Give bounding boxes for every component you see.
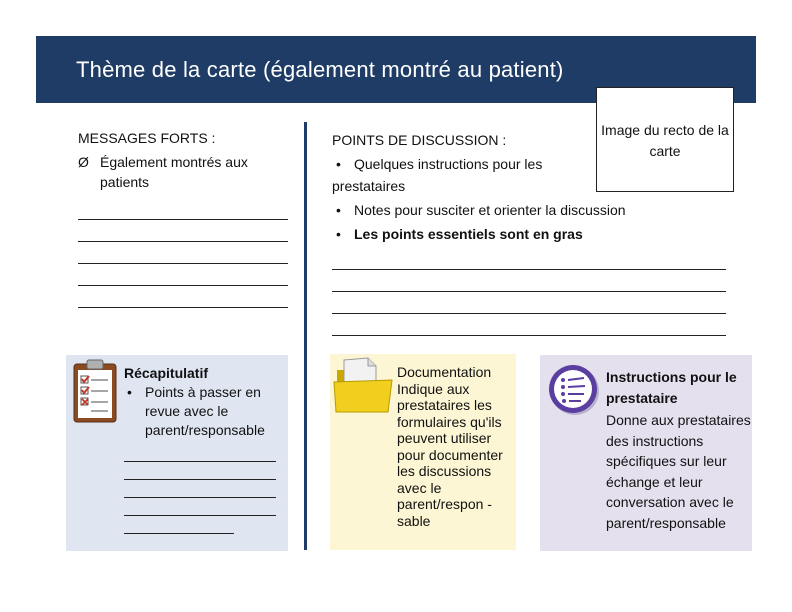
blank-line xyxy=(78,242,288,264)
discussion-item xyxy=(332,152,599,176)
blank-line xyxy=(78,286,288,308)
strong-messages-item-text: Également montrés aux patients xyxy=(100,154,248,190)
discussion-section xyxy=(332,128,732,336)
blank-line xyxy=(332,248,726,270)
provider-instructions-content xyxy=(606,367,751,533)
documentation-body: Indique aux prestataires les formulaires qu'ils peuvent utiliser pour documenter les discussions avec le parent/respon -sable xyxy=(397,380,503,529)
clipboard-checklist-icon xyxy=(72,358,118,424)
bullet-icon: • xyxy=(336,156,341,172)
blank-line xyxy=(78,198,288,220)
list-icon xyxy=(548,361,600,417)
strong-messages-section xyxy=(78,128,288,308)
provider-instructions-body: Donne aux prestataires des instructions spécifiques sur leur échange et leur conversation avec le parent/responsable xyxy=(606,412,751,531)
folder-icon xyxy=(332,356,398,414)
blank-line xyxy=(78,220,288,242)
blank-line xyxy=(124,462,276,480)
blank-line xyxy=(124,480,276,498)
documentation-title: Documentation xyxy=(397,364,492,380)
blank-line xyxy=(124,444,276,462)
card-front-image-label: Image du recto de la carte xyxy=(601,122,729,159)
provider-instructions-title: Instructions pour le prestataire xyxy=(606,369,737,406)
provider-instructions-panel xyxy=(540,355,752,551)
discussion-item-continuation: prestataires xyxy=(332,178,406,194)
bullet-icon: • xyxy=(336,202,341,218)
discussion-item-text: Notes pour susciter et orienter la discussion xyxy=(354,202,626,218)
discussion-item-text: Quelques instructions pour les xyxy=(354,156,543,172)
bullet-icon: • xyxy=(336,226,341,242)
discussion-item xyxy=(332,222,732,246)
blank-line xyxy=(332,270,726,292)
recap-title: Récapitulatif xyxy=(124,365,209,381)
recap-item-text: Points à passer en revue avec le parent/responsable xyxy=(145,384,265,438)
blank-line xyxy=(78,264,288,286)
strong-messages-item xyxy=(78,152,288,192)
blank-line xyxy=(332,314,726,336)
discussion-heading: POINTS DE DISCUSSION : xyxy=(332,132,507,148)
card-theme-title: Thème de la carte (également montré au patient) xyxy=(76,57,564,82)
blank-line xyxy=(124,516,234,534)
recap-item xyxy=(124,383,284,440)
documentation-content xyxy=(397,364,515,529)
recap-content xyxy=(124,364,284,534)
blank-line xyxy=(124,498,276,516)
discussion-item-text-bold: Les points essentiels sont en gras xyxy=(354,226,583,242)
arrow-bullet-icon: Ø xyxy=(78,154,89,170)
strong-messages-heading: MESSAGES FORTS : xyxy=(78,130,216,146)
blank-line xyxy=(332,292,726,314)
documentation-panel xyxy=(330,354,516,550)
recap-panel xyxy=(66,355,288,551)
column-divider xyxy=(304,122,307,550)
bullet-icon: • xyxy=(127,384,132,400)
discussion-item xyxy=(332,198,732,222)
